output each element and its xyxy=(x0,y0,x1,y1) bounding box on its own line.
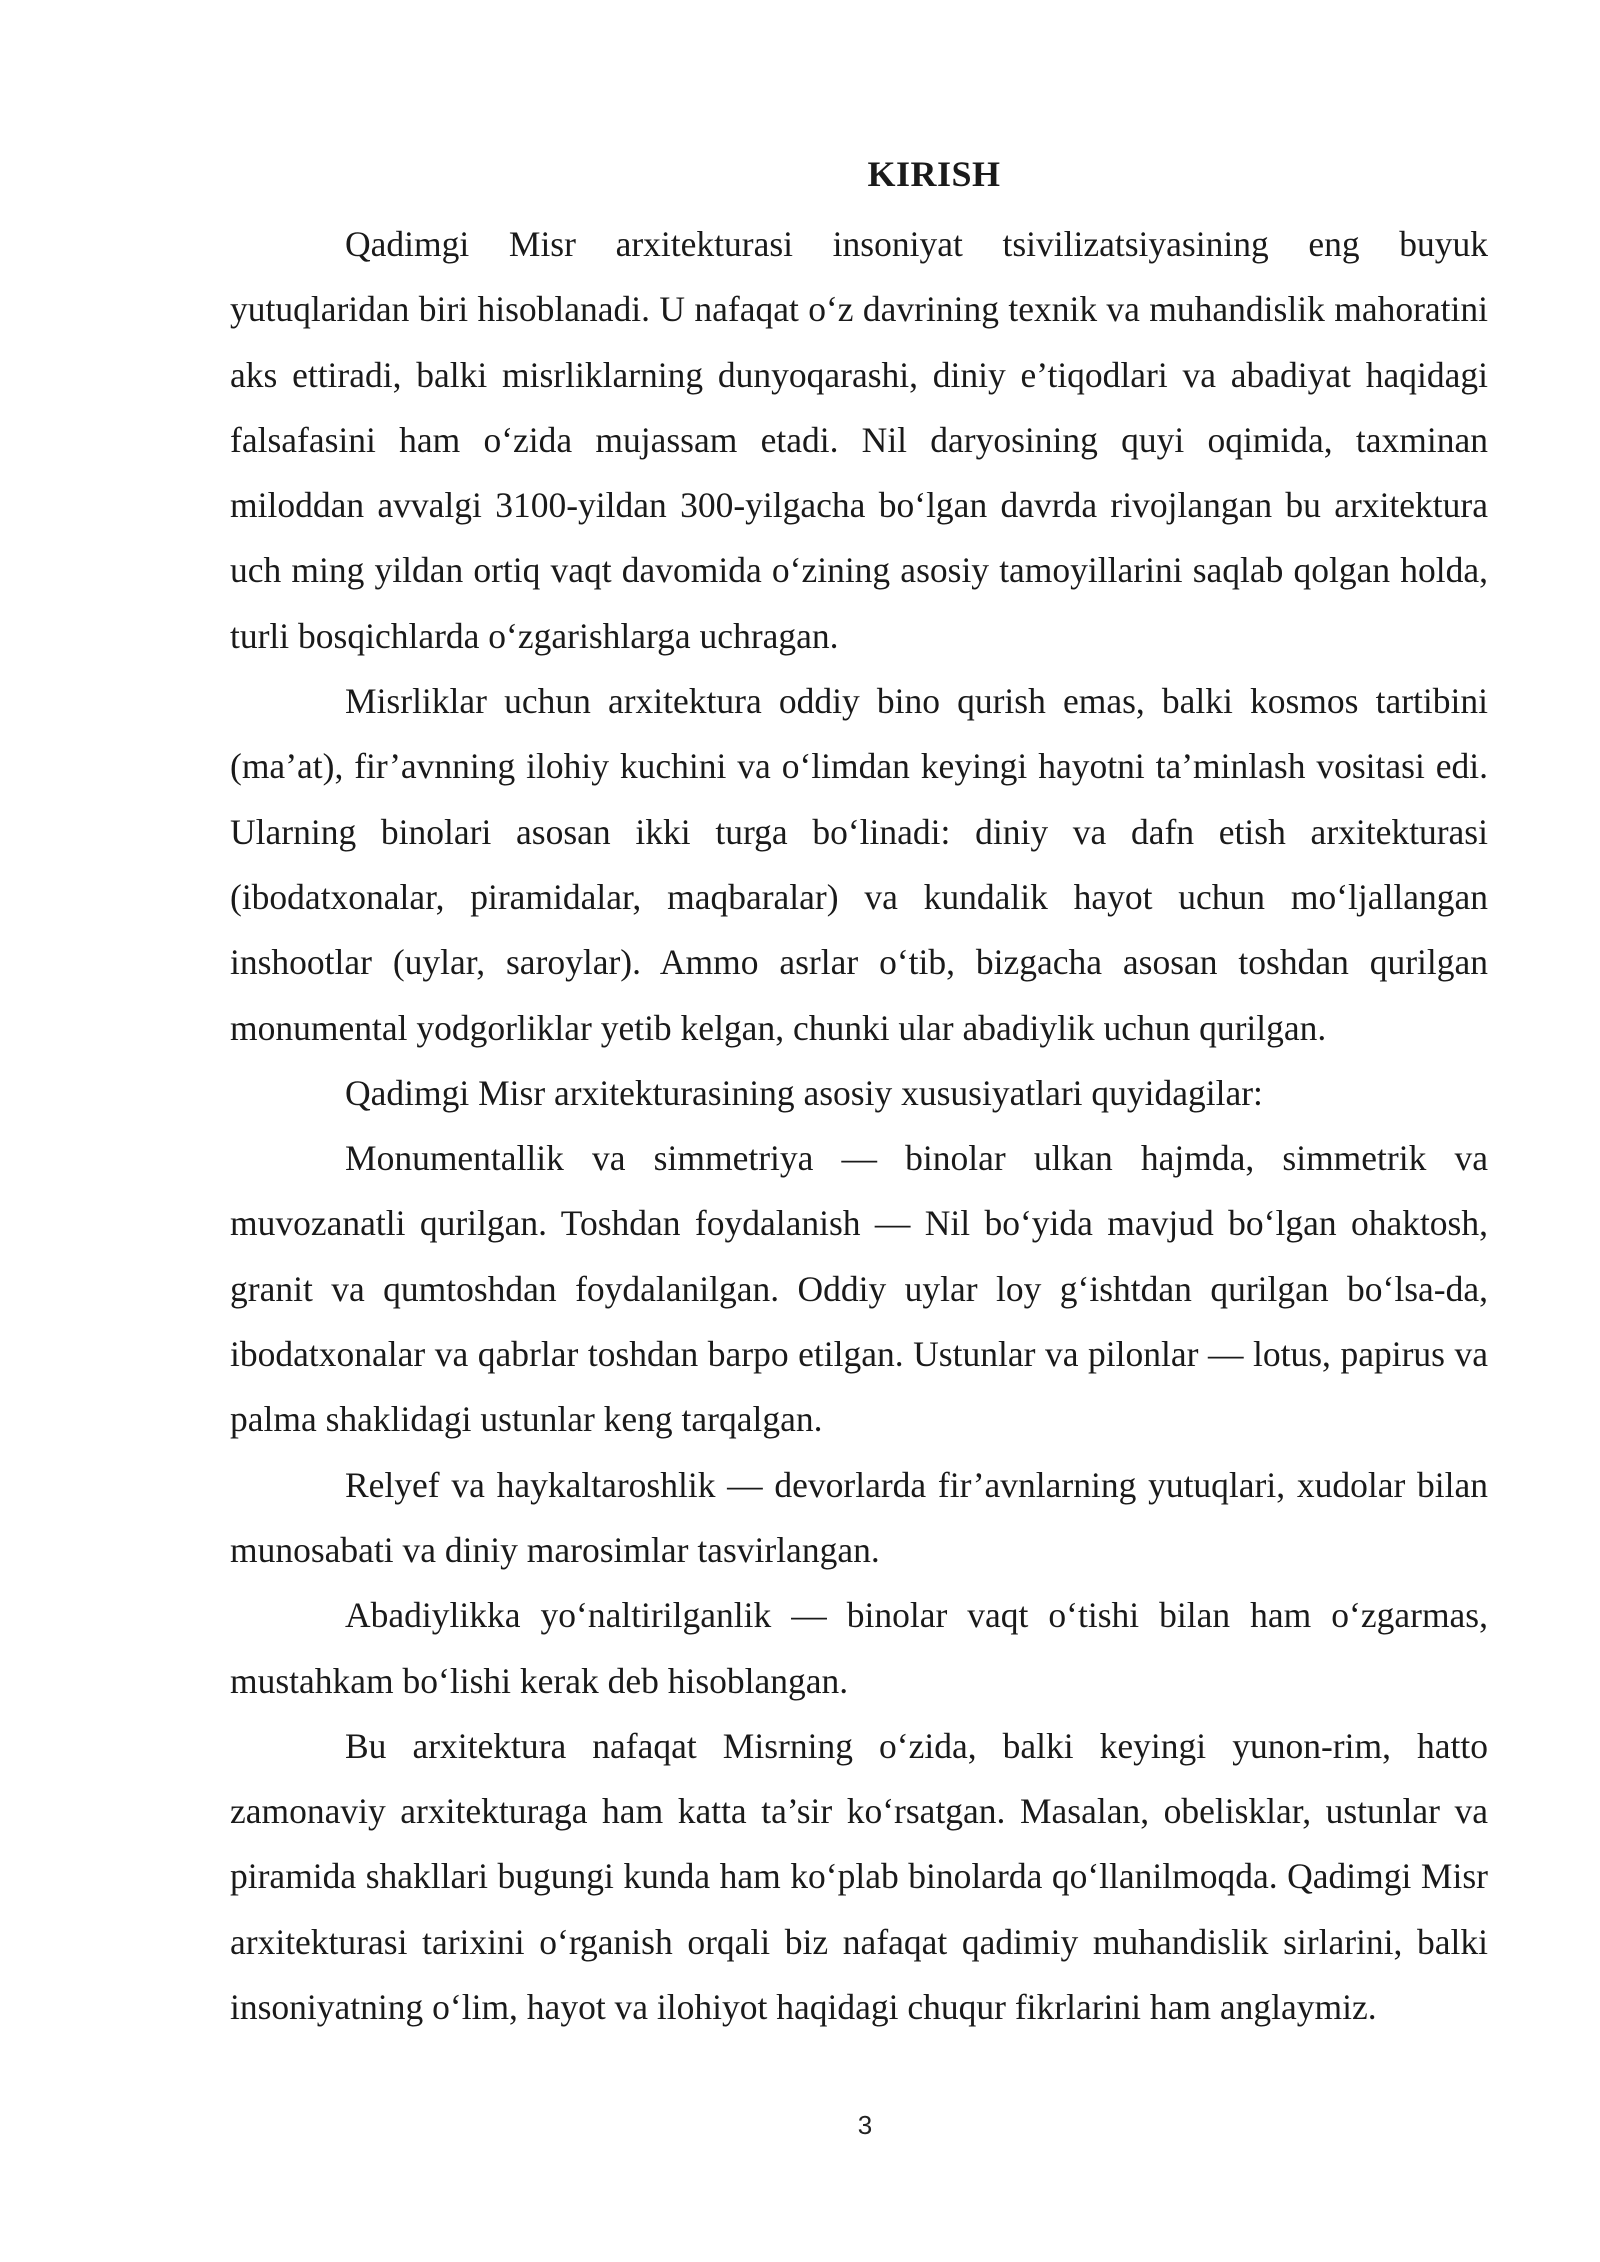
paragraph-relief: Relyef va haykaltaroshlik — devorlarda fir’avnlarning yutuqlari, xudolar bilan munosabati va diniy marosimlar tasvirlangan. xyxy=(230,1464,1488,1570)
paragraph-features-lead: Qadimgi Misr arxitekturasining asosiy xususiyatlari quyidagilar: xyxy=(345,1072,1263,1113)
paragraph-purpose: Misrliklar uchun arxitektura oddiy bino qurish emas, balki kosmos tartibini (ma’at), fir’avnning ilohiy kuchini va o‘limdan keyingi hayotni ta’minlash vositasi edi. Ularning binolari asosan ikki turga bo‘linadi: diniy va dafn etish arxitekturasi (ibodatxonalar, piramidalar, maqbaralar) va kundalik hayot uchun mo‘ljallangan inshootlar (uylar, saroylar). Ammo asrlar o‘tib, bizgacha asosan toshdan qurilgan monumental yodgorliklar yetib kelgan, chunki ular abadiylik uchun qurilgan. xyxy=(230,681,1488,1048)
paragraph-eternity: Abadiylikka yo‘naltirilganlik — binolar vaqt o‘tishi bilan ham o‘zgarmas, mustahkam bo‘lishi kerak deb hisoblangan. xyxy=(230,1595,1488,1701)
paragraph-influence: Bu arxitektura nafaqat Misrning o‘zida, balki keyingi yunon-rim, hatto zamonaviy arxitekturaga ham katta ta’sir ko‘rsatgan. Masalan, obelisklar, ustunlar va piramida shakllari bugungi kunda ham ko‘plab binolarda qo‘llanilmoqda. Qadimgi Misr arxitekturasi tarixini o‘rganish orqali biz nafaqat qadimiy muhandislik sirlarini, balki insoniyatning o‘lim, hayot va ilohiyot haqidagi chuqur fikrlarini ham anglaymiz. xyxy=(230,1725,1488,2028)
section-title: KIRISH xyxy=(867,154,1001,194)
document-page xyxy=(230,148,1488,2040)
page-number: 3 xyxy=(857,2110,873,2140)
paragraph-intro: Qadimgi Misr arxitekturasi insoniyat tsivilizatsiyasining eng buyuk yutuqlaridan biri hisoblanadi. U nafaqat o‘z davrining texnik va muhandislik mahoratini aks ettiradi, balki misrliklarning dunyoqarashi, diniy e’tiqodlari va abadiyat haqidagi falsafasini ham o‘zida mujassam etadi. Nil daryosining quyi oqimida, taxminan miloddan avvalgi 3100-yildan 300-yilgacha bo‘lgan davrda rivojlangan bu arxitektura uch ming yildan ortiq vaqt davomida o‘zining asosiy tamoyillarini saqlab qolgan holda, turli bosqichlarda o‘zgarishlarga uchragan. xyxy=(230,224,1488,656)
paragraph-monumentality: Monumentallik va simmetriya — binolar ulkan hajmda, simmetrik va muvozanatli qurilgan. Toshdan foydalanish — Nil bo‘yida mavjud bo‘lgan ohaktosh, granit va qumtoshdan foydalanilgan. Oddiy uylar loy g‘ishtdan qurilgan bo‘lsa-da, ibodatxonalar va qabrlar toshdan barpo etilgan. Ustunlar va pilonlar — lotus, papirus va palma shaklidagi ustunlar keng tarqalgan. xyxy=(230,1138,1488,1440)
